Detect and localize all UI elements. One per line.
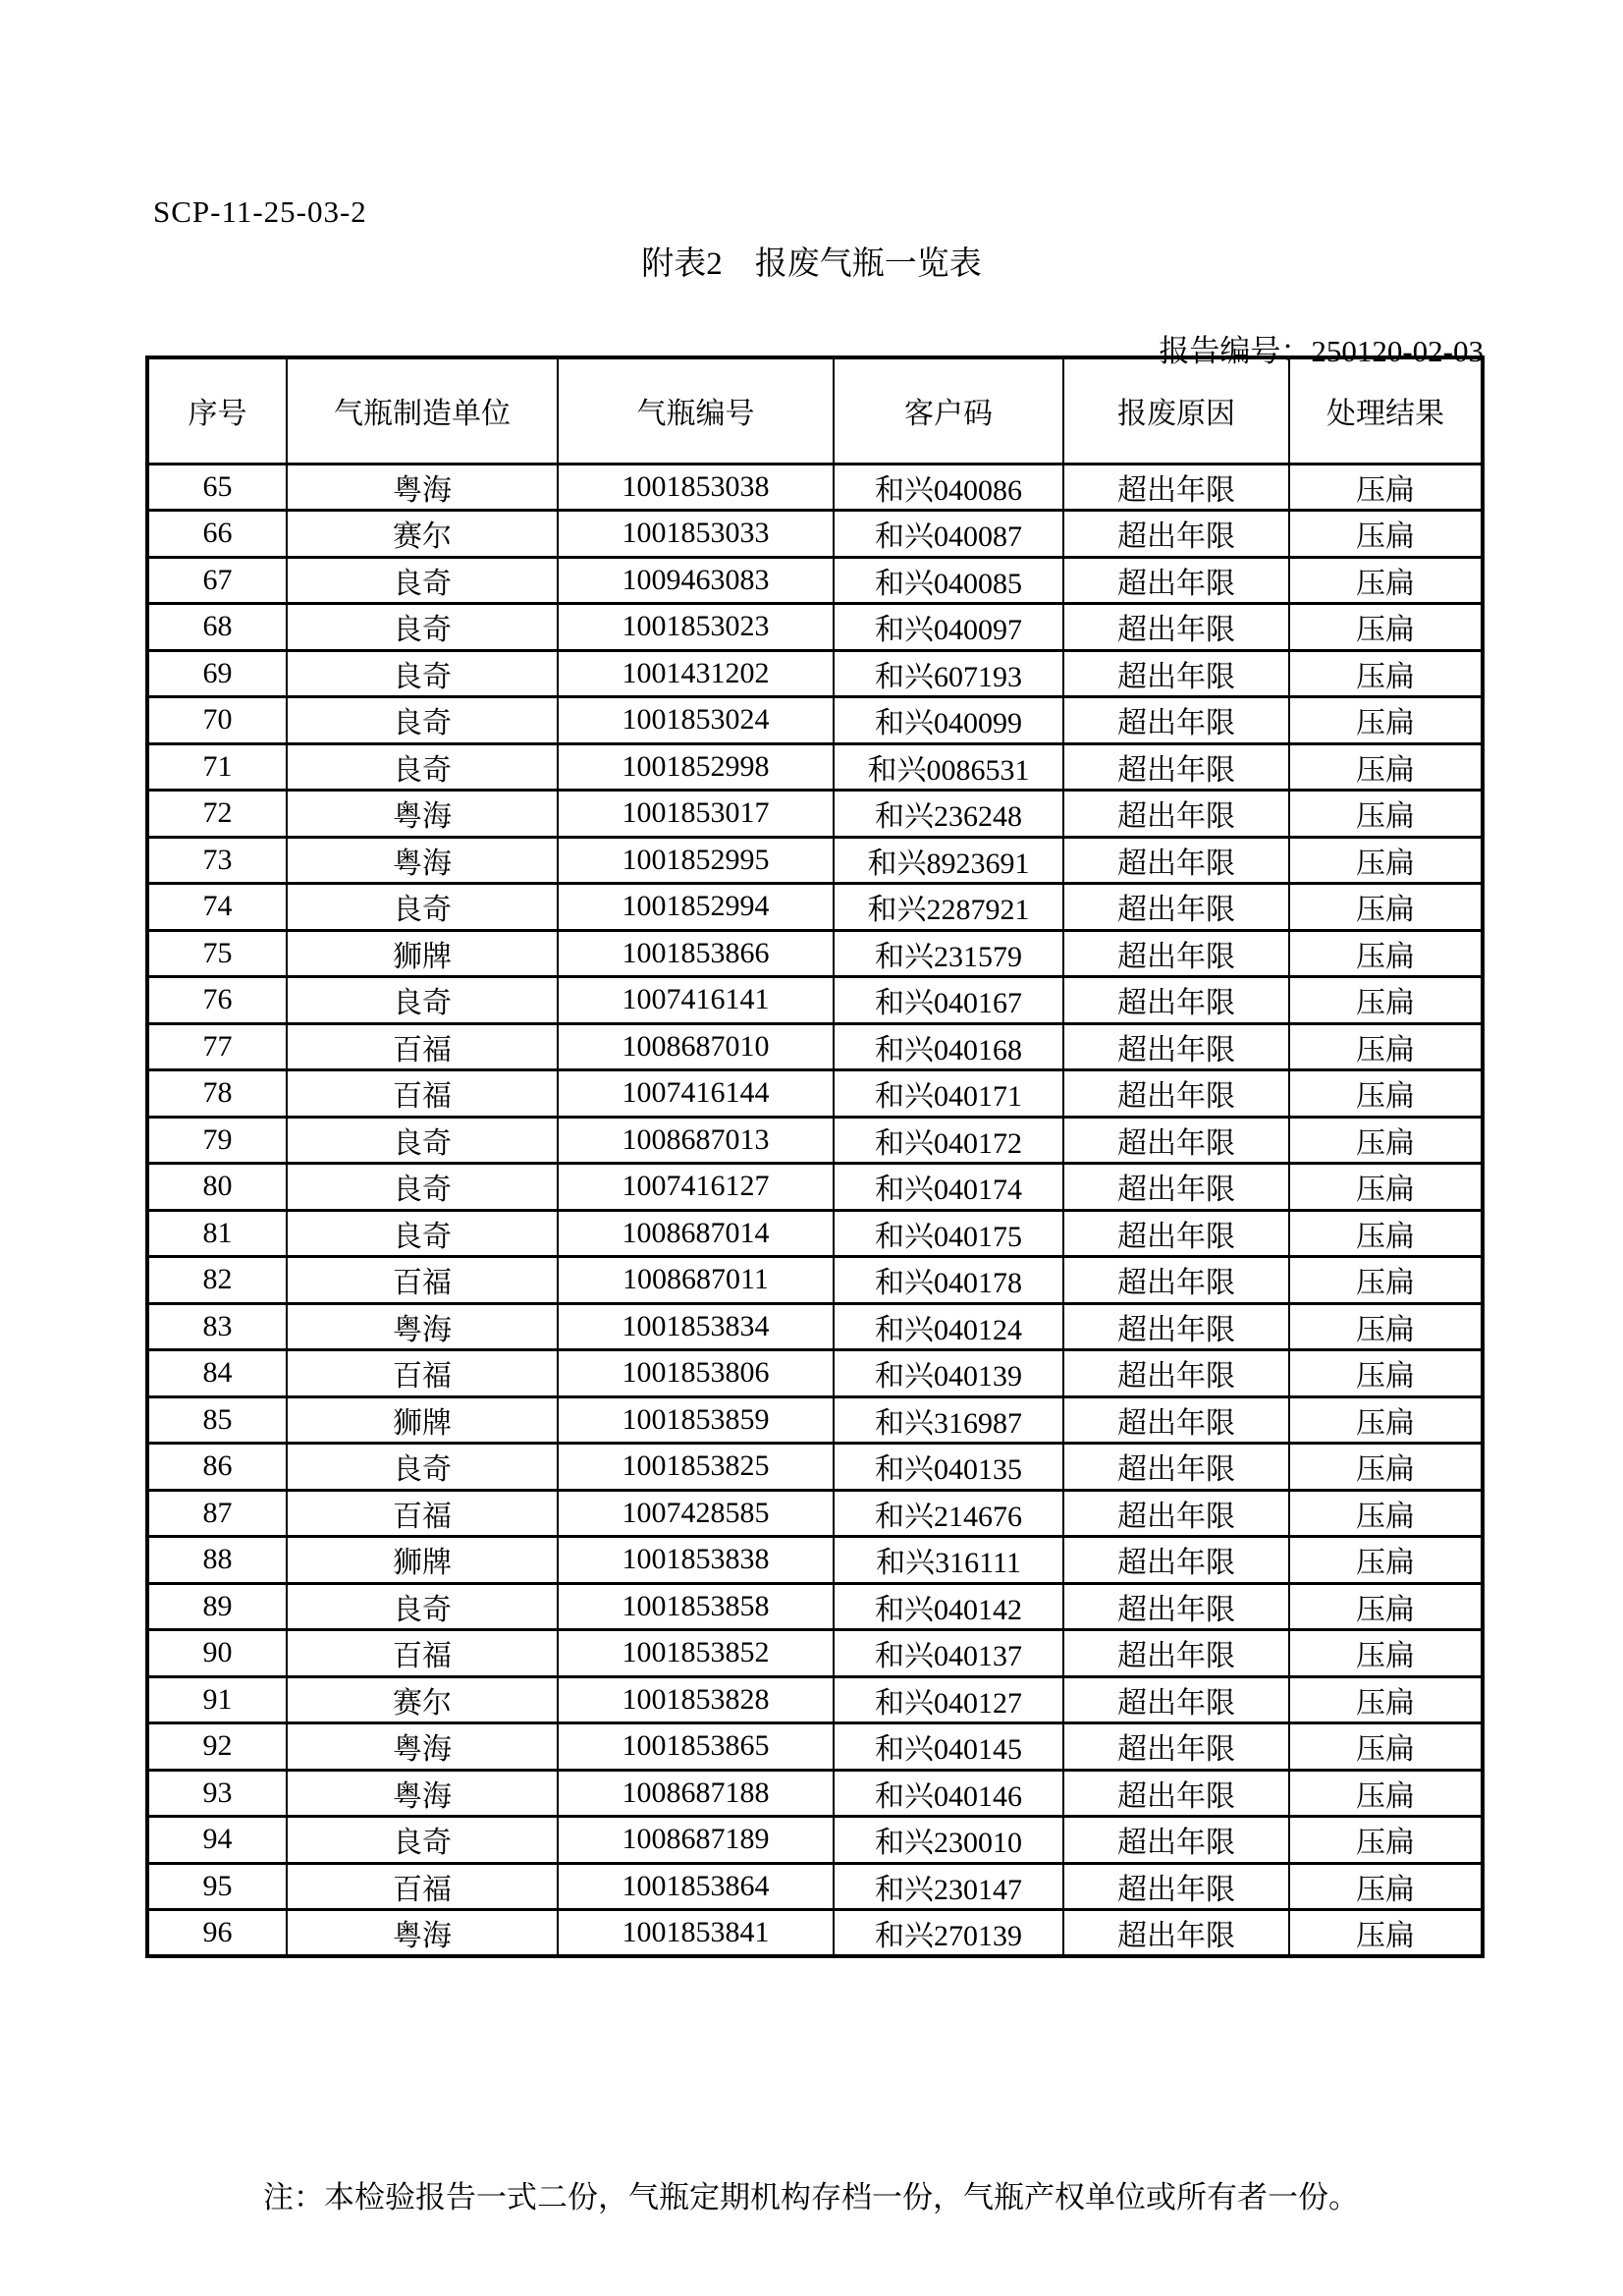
table-cell: 80 <box>147 1164 287 1211</box>
table-cell: 超出年限 <box>1063 604 1289 651</box>
table-row <box>147 697 1483 744</box>
table-cell: 1001853825 <box>558 1444 834 1491</box>
table-row <box>147 743 1483 791</box>
table-cell: 和兴040171 <box>834 1070 1063 1118</box>
table-row <box>147 837 1483 884</box>
table-cell: 1001853865 <box>558 1723 834 1771</box>
table-cell: 超出年限 <box>1063 1210 1289 1257</box>
table-cell: 1007416127 <box>558 1164 834 1211</box>
table-cell: 压扁 <box>1289 1676 1483 1723</box>
table-cell: 1001853024 <box>558 697 834 744</box>
table-cell: 良奇 <box>287 884 558 931</box>
table-cell: 百福 <box>287 1350 558 1397</box>
table-cell: 良奇 <box>287 1817 558 1864</box>
table-cell: 1007416144 <box>558 1070 834 1118</box>
table-cell: 66 <box>147 511 287 558</box>
table-cell: 压扁 <box>1289 1770 1483 1817</box>
table-cell: 超出年限 <box>1063 930 1289 977</box>
table-cell: 65 <box>147 464 287 511</box>
table-cell: 良奇 <box>287 743 558 791</box>
table-cell: 和兴0086531 <box>834 743 1063 791</box>
table-cell: 83 <box>147 1303 287 1350</box>
table-cell: 粤海 <box>287 464 558 511</box>
table-cell: 和兴040085 <box>834 557 1063 604</box>
table-row <box>147 884 1483 931</box>
table-row <box>147 1537 1483 1584</box>
table-cell: 压扁 <box>1289 930 1483 977</box>
page-title: 附表2 报废气瓶一览表 <box>641 246 982 282</box>
table-cell: 84 <box>147 1350 287 1397</box>
table-cell: 1001853033 <box>558 511 834 558</box>
table-cell: 和兴040087 <box>834 511 1063 558</box>
table-cell: 压扁 <box>1289 1630 1483 1677</box>
table-cell: 1001853864 <box>558 1863 834 1910</box>
table-row <box>147 650 1483 697</box>
table-header-row <box>147 357 1483 464</box>
table-cell: 狮牌 <box>287 1396 558 1444</box>
table-cell: 和兴040099 <box>834 697 1063 744</box>
table-cell: 73 <box>147 837 287 884</box>
table-cell: 压扁 <box>1289 1303 1483 1350</box>
table-cell: 和兴236248 <box>834 791 1063 838</box>
table-cell: 压扁 <box>1289 604 1483 651</box>
table-cell: 超出年限 <box>1063 1630 1289 1677</box>
table-cell: 超出年限 <box>1063 1350 1289 1397</box>
table-cell: 1007416141 <box>558 977 834 1024</box>
table-cell: 超出年限 <box>1063 1910 1289 1957</box>
table-cell: 1001853859 <box>558 1396 834 1444</box>
table-cell: 良奇 <box>287 1444 558 1491</box>
table-header <box>147 357 1483 464</box>
table-row <box>147 1583 1483 1630</box>
table-cell: 百福 <box>287 1863 558 1910</box>
table-cell: 和兴607193 <box>834 650 1063 697</box>
table-cell: 压扁 <box>1289 1210 1483 1257</box>
table-cell: 压扁 <box>1289 791 1483 838</box>
table-cell: 1001853838 <box>558 1537 834 1584</box>
table-row <box>147 1723 1483 1771</box>
table-cell: 压扁 <box>1289 884 1483 931</box>
table-cell: 1001853858 <box>558 1583 834 1630</box>
table-cell: 压扁 <box>1289 1350 1483 1397</box>
table-cell: 和兴040139 <box>834 1350 1063 1397</box>
table-cell: 1001852998 <box>558 743 834 791</box>
table-cell: 超出年限 <box>1063 1723 1289 1771</box>
table-cell: 和兴040174 <box>834 1164 1063 1211</box>
table-cell: 和兴040142 <box>834 1583 1063 1630</box>
table-cell: 压扁 <box>1289 650 1483 697</box>
header-cell: 报废原因 <box>1063 357 1289 464</box>
table-cell: 1001852995 <box>558 837 834 884</box>
table-cell: 超出年限 <box>1063 743 1289 791</box>
table-cell: 74 <box>147 884 287 931</box>
table-cell: 1001852994 <box>558 884 834 931</box>
table-cell: 77 <box>147 1023 287 1070</box>
table-cell: 压扁 <box>1289 1817 1483 1864</box>
table-cell: 和兴231579 <box>834 930 1063 977</box>
table-cell: 88 <box>147 1537 287 1584</box>
table-cell: 压扁 <box>1289 1257 1483 1304</box>
table-row <box>147 1630 1483 1677</box>
table-cell: 1008687189 <box>558 1817 834 1864</box>
table-cell: 94 <box>147 1817 287 1864</box>
table-cell: 67 <box>147 557 287 604</box>
table-cell: 1001431202 <box>558 650 834 697</box>
table-cell: 1008687014 <box>558 1210 834 1257</box>
table-cell: 1001853828 <box>558 1676 834 1723</box>
table-cell: 90 <box>147 1630 287 1677</box>
table-cell: 压扁 <box>1289 1396 1483 1444</box>
table-cell: 良奇 <box>287 557 558 604</box>
header-cell: 气瓶编号 <box>558 357 834 464</box>
table-cell: 和兴040127 <box>834 1676 1063 1723</box>
table-cell: 超出年限 <box>1063 1303 1289 1350</box>
table-row <box>147 1863 1483 1910</box>
table-cell: 狮牌 <box>287 1537 558 1584</box>
table-cell: 1001853852 <box>558 1630 834 1677</box>
table-cell: 压扁 <box>1289 1444 1483 1491</box>
table-cell: 压扁 <box>1289 1583 1483 1630</box>
table-cell: 压扁 <box>1289 1070 1483 1118</box>
table-cell: 和兴316111 <box>834 1537 1063 1584</box>
table-cell: 1008687011 <box>558 1257 834 1304</box>
table-row <box>147 557 1483 604</box>
table-cell: 超出年限 <box>1063 791 1289 838</box>
table-cell: 和兴270139 <box>834 1910 1063 1957</box>
header-cell: 序号 <box>147 357 287 464</box>
table-cell: 超出年限 <box>1063 464 1289 511</box>
table-cell: 和兴040135 <box>834 1444 1063 1491</box>
table-cell: 和兴040175 <box>834 1210 1063 1257</box>
table-cell: 超出年限 <box>1063 1817 1289 1864</box>
table-cell: 粤海 <box>287 1723 558 1771</box>
table-cell: 粤海 <box>287 791 558 838</box>
report-number-label: 报告编号： <box>1159 334 1312 368</box>
table-cell: 压扁 <box>1289 1490 1483 1537</box>
table-cell: 和兴040145 <box>834 1723 1063 1771</box>
table-cell: 超出年限 <box>1063 977 1289 1024</box>
table-cell: 超出年限 <box>1063 557 1289 604</box>
table-cell: 和兴214676 <box>834 1490 1063 1537</box>
table-cell: 85 <box>147 1396 287 1444</box>
table-cell: 1008687013 <box>558 1117 834 1164</box>
table-row <box>147 1164 1483 1211</box>
table-row <box>147 1210 1483 1257</box>
table-cell: 和兴040146 <box>834 1770 1063 1817</box>
table-cell: 超出年限 <box>1063 1396 1289 1444</box>
table-cell: 压扁 <box>1289 1537 1483 1584</box>
table-cell: 超出年限 <box>1063 1117 1289 1164</box>
table-cell: 1007428585 <box>558 1490 834 1537</box>
table-cell: 超出年限 <box>1063 1490 1289 1537</box>
table-cell: 超出年限 <box>1063 697 1289 744</box>
table-cell: 81 <box>147 1210 287 1257</box>
table-cell: 和兴040097 <box>834 604 1063 651</box>
table-body <box>147 464 1483 1956</box>
table-cell: 86 <box>147 1444 287 1491</box>
table-cell: 91 <box>147 1676 287 1723</box>
table-row <box>147 1490 1483 1537</box>
table-cell: 超出年限 <box>1063 1070 1289 1118</box>
table-row <box>147 604 1483 651</box>
table-cell: 和兴040124 <box>834 1303 1063 1350</box>
table-cell: 92 <box>147 1723 287 1771</box>
table-cell: 压扁 <box>1289 1863 1483 1910</box>
table-cell: 狮牌 <box>287 930 558 977</box>
table-row <box>147 1676 1483 1723</box>
table-cell: 70 <box>147 697 287 744</box>
table-cell: 良奇 <box>287 604 558 651</box>
table-row <box>147 1303 1483 1350</box>
table-cell: 1008687010 <box>558 1023 834 1070</box>
table-row <box>147 930 1483 977</box>
header-cell: 处理结果 <box>1289 357 1483 464</box>
table-cell: 和兴230010 <box>834 1817 1063 1864</box>
table-row <box>147 1817 1483 1864</box>
table-cell: 压扁 <box>1289 1164 1483 1211</box>
header-cell: 客户码 <box>834 357 1063 464</box>
table-cell: 76 <box>147 977 287 1024</box>
table-row <box>147 1070 1483 1118</box>
table-cell: 百福 <box>287 1630 558 1677</box>
table-cell: 1001853038 <box>558 464 834 511</box>
table-cell: 和兴040086 <box>834 464 1063 511</box>
table-cell: 和兴040167 <box>834 977 1063 1024</box>
table-cell: 超出年限 <box>1063 1770 1289 1817</box>
table-cell: 1001853866 <box>558 930 834 977</box>
table-cell: 1001853841 <box>558 1910 834 1957</box>
table-cell: 良奇 <box>287 1117 558 1164</box>
table-cell: 粤海 <box>287 1770 558 1817</box>
table-cell: 1001853023 <box>558 604 834 651</box>
table-cell: 和兴2287921 <box>834 884 1063 931</box>
table-cell: 78 <box>147 1070 287 1118</box>
table-cell: 68 <box>147 604 287 651</box>
table-cell: 超出年限 <box>1063 1444 1289 1491</box>
table-cell: 69 <box>147 650 287 697</box>
table-row <box>147 1396 1483 1444</box>
table-cell: 93 <box>147 1770 287 1817</box>
table-cell: 压扁 <box>1289 464 1483 511</box>
table-cell: 赛尔 <box>287 511 558 558</box>
table-cell: 79 <box>147 1117 287 1164</box>
table-cell: 良奇 <box>287 650 558 697</box>
table-cell: 压扁 <box>1289 697 1483 744</box>
table-cell: 和兴316987 <box>834 1396 1063 1444</box>
table-cell: 压扁 <box>1289 977 1483 1024</box>
table-row <box>147 1117 1483 1164</box>
table-cell: 超出年限 <box>1063 1863 1289 1910</box>
table-cell: 和兴040137 <box>834 1630 1063 1677</box>
table-cell: 超出年限 <box>1063 511 1289 558</box>
table-row <box>147 977 1483 1024</box>
table-cell: 良奇 <box>287 1583 558 1630</box>
table-cell: 96 <box>147 1910 287 1957</box>
table-cell: 1008687188 <box>558 1770 834 1817</box>
table-cell: 压扁 <box>1289 743 1483 791</box>
table-cell: 1001853834 <box>558 1303 834 1350</box>
table-cell: 71 <box>147 743 287 791</box>
table-cell: 百福 <box>287 1257 558 1304</box>
table-row <box>147 1350 1483 1397</box>
doc-code: SCP-11-25-03-2 <box>153 194 367 229</box>
table-cell: 超出年限 <box>1063 837 1289 884</box>
table-cell: 超出年限 <box>1063 1164 1289 1211</box>
table-cell: 和兴040172 <box>834 1117 1063 1164</box>
table-cell: 压扁 <box>1289 1117 1483 1164</box>
table-cell: 良奇 <box>287 977 558 1024</box>
table-cell: 89 <box>147 1583 287 1630</box>
table-cell: 1001853017 <box>558 791 834 838</box>
table-cell: 压扁 <box>1289 1723 1483 1771</box>
table-cell: 百福 <box>287 1023 558 1070</box>
table-row <box>147 1023 1483 1070</box>
footer-note: 注：本检验报告一式二份，气瓶定期机构存档一份，气瓶产权单位或所有者一份。 <box>263 2180 1359 2214</box>
table-cell: 百福 <box>287 1070 558 1118</box>
table-row <box>147 1257 1483 1304</box>
table-cell: 压扁 <box>1289 1023 1483 1070</box>
table-row <box>147 1444 1483 1491</box>
table-cell: 百福 <box>287 1490 558 1537</box>
table-cell: 超出年限 <box>1063 1023 1289 1070</box>
table-cell: 超出年限 <box>1063 650 1289 697</box>
table-cell: 1009463083 <box>558 557 834 604</box>
table-cell: 和兴8923691 <box>834 837 1063 884</box>
table-cell: 粤海 <box>287 1303 558 1350</box>
table-cell: 良奇 <box>287 697 558 744</box>
table-cell: 粤海 <box>287 1910 558 1957</box>
table-cell: 粤海 <box>287 837 558 884</box>
table-row <box>147 1910 1483 1957</box>
table-cell: 超出年限 <box>1063 1676 1289 1723</box>
table-cell: 1001853806 <box>558 1350 834 1397</box>
table-cell: 良奇 <box>287 1210 558 1257</box>
header-cell: 气瓶制造单位 <box>287 357 558 464</box>
table-cell: 超出年限 <box>1063 1583 1289 1630</box>
table-cell: 72 <box>147 791 287 838</box>
table-cell: 压扁 <box>1289 837 1483 884</box>
table-cell: 良奇 <box>287 1164 558 1211</box>
table-row <box>147 1770 1483 1817</box>
table-cell: 超出年限 <box>1063 884 1289 931</box>
table-row <box>147 791 1483 838</box>
table-cell: 95 <box>147 1863 287 1910</box>
table-cell: 超出年限 <box>1063 1257 1289 1304</box>
report-number-value: 250120-02-03 <box>1311 334 1484 368</box>
table-cell: 和兴040168 <box>834 1023 1063 1070</box>
table-cell: 压扁 <box>1289 557 1483 604</box>
table-row <box>147 464 1483 511</box>
table-cell: 82 <box>147 1257 287 1304</box>
table-cell: 超出年限 <box>1063 1537 1289 1584</box>
scrapped-cylinders-table <box>145 355 1485 1958</box>
table-cell: 和兴230147 <box>834 1863 1063 1910</box>
table-cell: 75 <box>147 930 287 977</box>
table-cell: 87 <box>147 1490 287 1537</box>
table-cell: 压扁 <box>1289 1910 1483 1957</box>
table-row <box>147 511 1483 558</box>
table-cell: 和兴040178 <box>834 1257 1063 1304</box>
table-cell: 赛尔 <box>287 1676 558 1723</box>
table-cell: 压扁 <box>1289 511 1483 558</box>
